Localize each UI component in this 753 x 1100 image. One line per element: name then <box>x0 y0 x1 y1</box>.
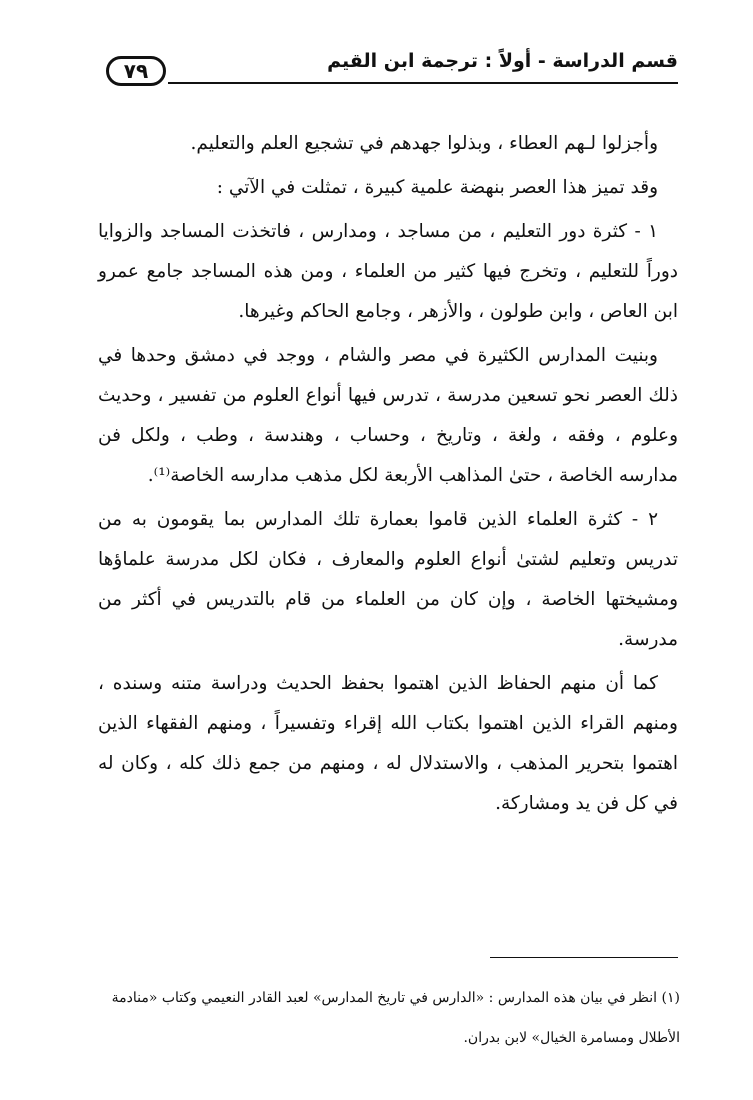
header-rule <box>168 82 678 84</box>
paragraph-6: كما أن منهم الحفاظ الذين اهتموا بحفظ الحديث ودراسة متنه وسنده ، ومنهم القراء الذين اهتموا بكتاب الله إقراء وتفسيراً ، ومنهم الفقهاء الذين اهتموا بتحرير المذهب ، والاستدلال له ، ومنهم من جمع ذلك كله ، وكان له في كل فن يد ومشاركة. <box>98 673 678 814</box>
running-title: قسم الدراسة - أولاً : ترجمة ابن القيم <box>327 50 678 72</box>
paragraph-5: ٢ - كثرة العلماء الذين قاموا بعمارة تلك المدارس بما يقومون به من تدريس وتعليم لشتىٰ أنواع العلوم والمعارف ، فكان لكل مدرسة علماؤها ومشيختها الخاصة ، وإن كان من العلماء من قام بالتدريس في أكثر من مدرسة. <box>98 509 678 650</box>
paragraph-1: وأجزلوا لـهم العطاء ، وبذلوا جهدهم في تشجيع العلم والتعليم. <box>190 133 658 154</box>
footnote: (١) انظر في بيان هذه المدارس : «الدارس في تاريخ المدارس» لعبد القادر النعيمي وكتاب «منادمة الأطلال ومسامرة الخيال» لابن بدران. <box>111 990 680 1046</box>
paragraph-4: وبنيت المدارس الكثيرة في مصر والشام ، ووجد في دمشق وحدها في ذلك العصر نحو تسعين مدرسة ، تدرس فيها أنواع العلوم من تفسير ، وحديث وعلوم ، وفقه ، ولغة ، وتاريخ ، وحساب ، وهندسة ، وطب ، ولكل فن مدارسه الخاصة ، حتىٰ المذاهب الأربعة لكل مذهب مدارسه الخاصة⁽¹⁾. <box>98 345 678 486</box>
paragraph-2: وقد تميز هذا العصر بنهضة علمية كبيرة ، تمثلت في الآتي : <box>216 177 658 198</box>
paragraph-3: ١ - كثرة دور التعليم ، من مساجد ، ومدارس ، فاتخذت المساجد والزوايا دوراً للتعليم ، وتخرج فيها كثير من العلماء ، ومن هذه المساجد جامع عمرو ابن العاص ، وابن طولون ، والأزهر ، وجامع الحاكم وغيرها. <box>98 221 678 322</box>
body-text <box>98 124 678 824</box>
page-number: ٧٩ <box>106 56 166 86</box>
page-header <box>98 48 678 88</box>
footnote-rule <box>490 957 678 958</box>
